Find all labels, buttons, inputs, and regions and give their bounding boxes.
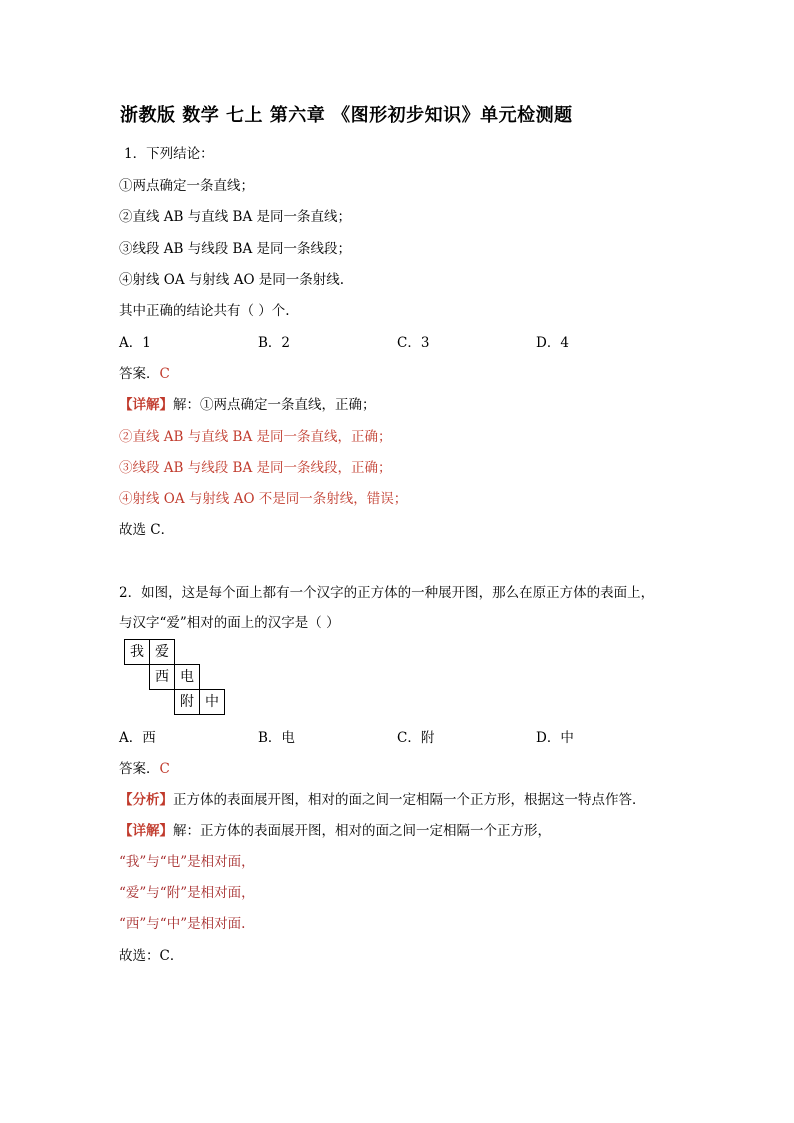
- q1-item-3: ③线段 AB 与线段 BA 是同一条线段；: [119, 241, 352, 257]
- q1-item-4: ④射线 OA 与射线 AO 是同一条射线.: [119, 272, 345, 288]
- q2-analysis-tag: 【分析】: [119, 792, 173, 808]
- q1-option-b: B．2: [258, 335, 291, 351]
- q2-answer-label: 答案．: [119, 761, 160, 777]
- q2-answer: [119, 759, 170, 779]
- net-cell-ai: 爱: [149, 639, 175, 665]
- q2-stem-line-1: 2．如图，这是每个面上都有一个汉字的正方体的一种展开图，那么在原正方体的表面上，: [119, 585, 655, 601]
- q2-detail: [119, 821, 551, 841]
- q2-stem-line-2: 与汉字“爱”相对的面上的汉字是（ ）: [119, 615, 340, 631]
- q1-detail-line-3: ③线段 AB 与线段 BA 是同一条线段，正确；: [119, 460, 392, 476]
- q1-answer: [119, 364, 170, 384]
- q2-detail-line-3: “西”与“中”是相对面.: [119, 916, 246, 932]
- q2-option-c: C．附: [397, 730, 435, 746]
- net-cell-wo: 我: [124, 639, 150, 665]
- q1-detail-tag: 【详解】: [119, 397, 173, 413]
- q2-detail-tag: 【详解】: [119, 823, 173, 839]
- q1-question: 其中正确的结论共有（ ）个.: [119, 303, 290, 319]
- page-title: 浙教版 数学 七上 第六章 《图形初步知识》单元检测题: [120, 105, 573, 126]
- q1-detail-line-2: ②直线 AB 与直线 BA 是同一条直线，正确；: [119, 429, 392, 445]
- q1-item-2: ②直线 AB 与直线 BA 是同一条直线；: [119, 209, 352, 225]
- q2-detail-line-2: “爱”与“附”是相对面，: [119, 885, 255, 901]
- q1-option-d: D．4: [536, 335, 569, 351]
- q2-detail-text: 解：正方体的表面展开图，相对的面之间一定相隔一个正方形，: [173, 823, 551, 839]
- q2-analysis-text: 正方体的表面展开图，相对的面之间一定相隔一个正方形，根据这一特点作答．: [173, 792, 646, 808]
- q1-answer-value: C: [159, 366, 170, 382]
- q2-detail-line-1: “我”与“电”是相对面，: [119, 854, 255, 870]
- q1-answer-label: 答案．: [119, 366, 160, 382]
- q1-detail-line-4: ④射线 OA 与射线 AO 不是同一条射线，错误；: [119, 491, 408, 507]
- q1-detail: [119, 395, 376, 415]
- q1-item-1: ①两点确定一条直线；: [119, 178, 254, 194]
- net-cell-dian: 电: [174, 664, 200, 690]
- q1-detail-first: 解：①两点确定一条直线，正确；: [173, 397, 376, 413]
- q2-option-b: B．电: [258, 730, 295, 746]
- q2-option-d: D．中: [536, 730, 574, 746]
- q2-analysis: [119, 790, 646, 810]
- q2-answer-value: C: [159, 761, 170, 777]
- q2-option-a: A．西: [119, 730, 156, 746]
- q1-option-a: A．1: [119, 335, 151, 351]
- net-cell-fu: 附: [174, 689, 200, 715]
- q1-option-c: C．3: [397, 335, 430, 351]
- net-cell-zhong: 中: [199, 689, 225, 715]
- q1-stem: 1．下列结论：: [124, 146, 214, 162]
- q1-conclusion: 故选 C．: [119, 522, 175, 538]
- cube-net-figure: [124, 639, 230, 717]
- q2-conclusion: 故选：C．: [119, 948, 184, 964]
- net-cell-xi: 西: [149, 664, 175, 690]
